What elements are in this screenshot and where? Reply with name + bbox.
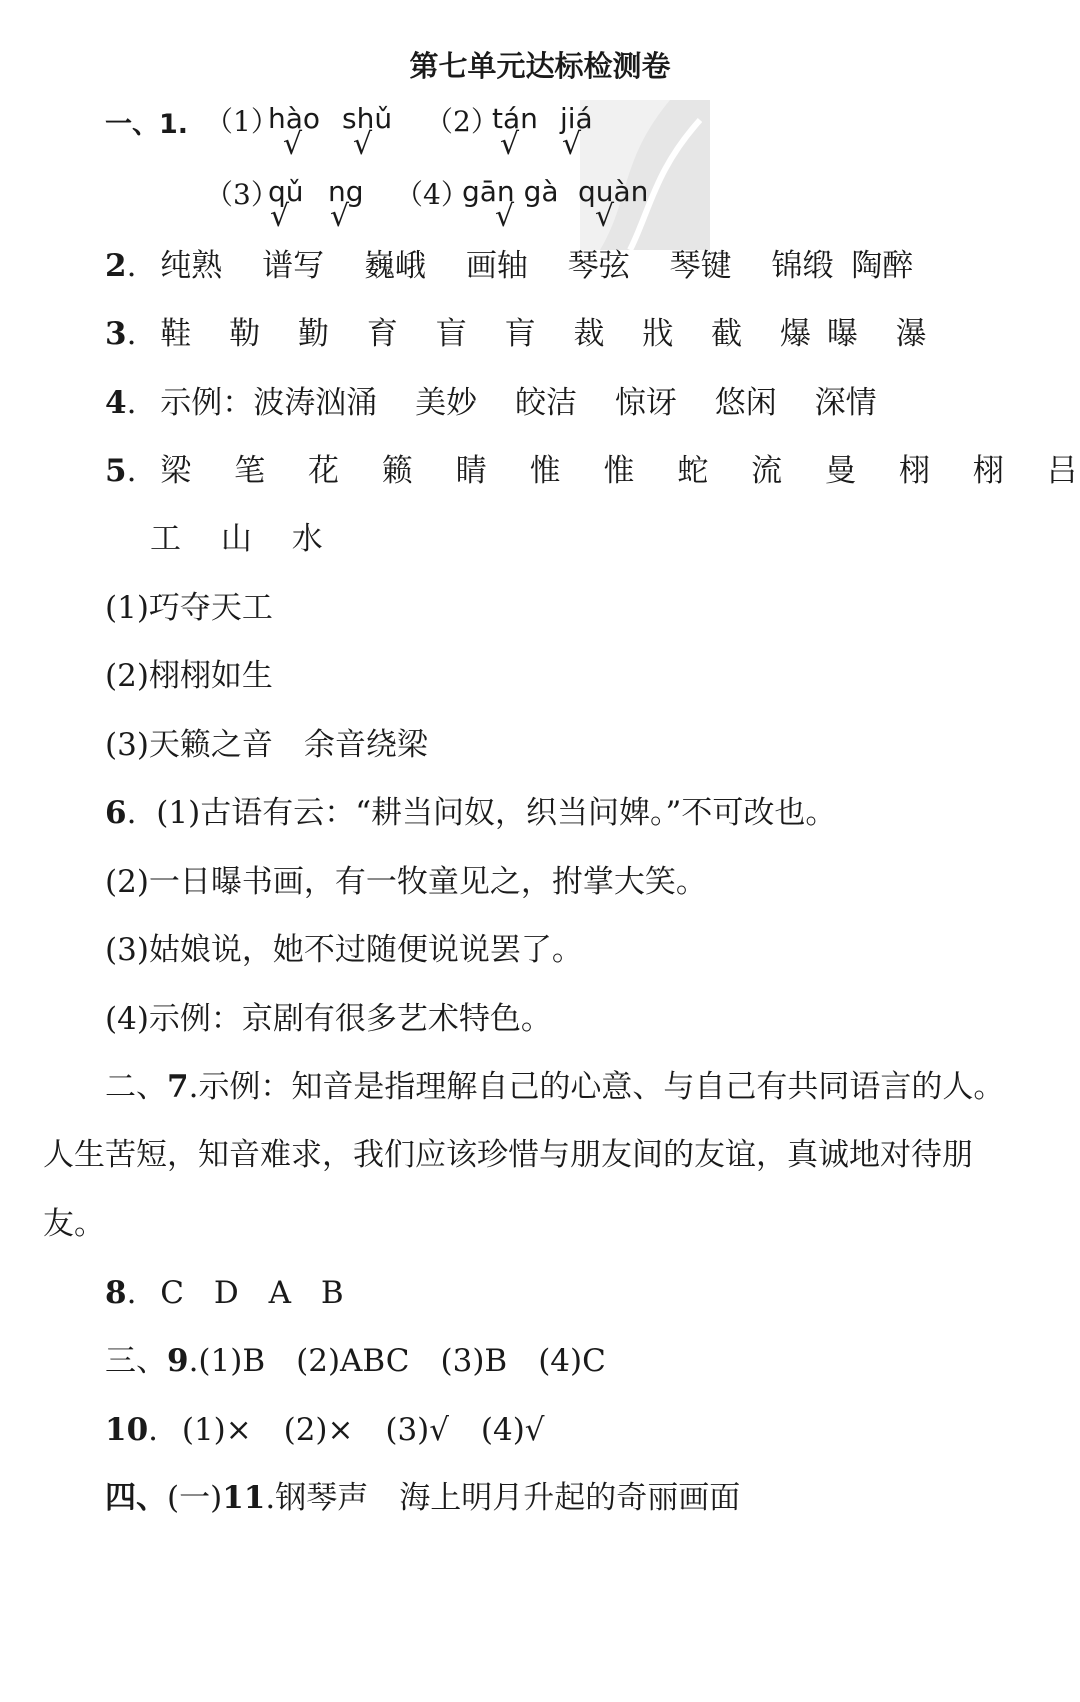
pinyin-ng: ng [328, 175, 364, 208]
char: 蛇 [677, 453, 709, 489]
char: 吕 [1046, 453, 1078, 489]
q7-number: 7 [167, 1069, 189, 1105]
pinyin-ganga: gān gà [462, 175, 559, 208]
answer: A [268, 1275, 291, 1311]
answer: (2)× [283, 1412, 354, 1448]
char: 育 [366, 316, 398, 352]
word: 皎洁 [515, 385, 578, 421]
q6-answer-3: (3)姑娘说，她不过随便说说罢了。 [105, 932, 583, 968]
word: 谱写 [262, 248, 325, 284]
word: 纯熟 [160, 248, 223, 284]
char: 睛 [455, 453, 487, 489]
q6-number: 6 [105, 795, 127, 831]
char: 截 [711, 316, 743, 352]
check-mark: √ [562, 127, 582, 162]
char: 山 [220, 521, 252, 557]
answer: (3)√ [385, 1412, 450, 1448]
q7-text-2: 人生苦短，知音难求，我们应该珍惜与朋友间的友谊，真诚地对待朋 [43, 1137, 973, 1173]
q1-part-3: （3） [205, 178, 279, 211]
pinyin-hao: hào [268, 102, 321, 135]
check-mark: √ [495, 199, 515, 234]
answer: B [320, 1275, 344, 1311]
char: 曝 [826, 316, 858, 352]
q8-line: 8. C D A B [105, 1275, 344, 1311]
q2-line: 2. 纯熟 谱写 巍峨 画轴 琴弦 琴键 锦缎 陶醉 [105, 248, 914, 284]
answer: (1)× [181, 1412, 252, 1448]
q4-number: 4 [105, 385, 127, 421]
example-prefix: 示例： [160, 385, 254, 421]
q1-part-2: （2） [425, 105, 499, 138]
check-mark: √ [283, 127, 303, 162]
char: 瀑 [895, 316, 927, 352]
check-mark: √ [270, 199, 290, 234]
page-title: 第七单元达标检测卷 [409, 49, 671, 83]
q1-label: 一、1. [105, 109, 189, 140]
word: 巍峨 [364, 248, 427, 284]
q10-number: 10 [105, 1412, 149, 1448]
q5-line-2 [150, 521, 323, 558]
word: 陶醉 [851, 248, 914, 284]
answer: C [160, 1275, 185, 1311]
q11-number: 11 [222, 1480, 266, 1516]
q6-line-1: 6. (1)古语有云：“耕当问奴，织当问婢。”不可改也。 [105, 795, 837, 831]
q1-part-1: （1） [205, 105, 279, 138]
word: 美妙 [415, 385, 478, 421]
word: 悠闲 [714, 385, 777, 421]
q1-part-4: （4） [395, 178, 469, 211]
q11-line [105, 1480, 740, 1517]
char: 惟 [529, 453, 561, 489]
char: 勒 [229, 316, 261, 352]
check-mark: √ [595, 199, 615, 234]
q4-line: 4. 示例：波涛汹涌 美妙 皎洁 惊讶 悠闲 深情 [105, 385, 877, 421]
check-mark: √ [500, 127, 520, 162]
pinyin-quan: quàn [578, 175, 649, 208]
char: 梁 [160, 453, 192, 489]
char: 裁 [573, 316, 605, 352]
char: 曼 [825, 453, 857, 489]
word: 琴键 [669, 248, 732, 284]
q7-text-3: 友。 [43, 1206, 105, 1242]
q5-number: 5 [105, 453, 127, 489]
char: 笔 [234, 453, 266, 489]
word: 琴弦 [567, 248, 630, 284]
char: 籁 [381, 453, 413, 489]
q3-line: 3. 鞋 勒 勤 育 盲 肓 裁 戕 截 爆 曝 瀑 [105, 316, 927, 352]
q7-line-1: 二、7.示例：知音是指理解自己的心意、与自己有共同语言的人。 [105, 1069, 1005, 1105]
char: 水 [291, 521, 323, 557]
section-prefix: 二、 [105, 1069, 167, 1105]
char: 惟 [603, 453, 635, 489]
q5-answer-3: (3)天籁之音 余音绕梁 [105, 727, 428, 763]
q9-text: .(1)B (2)ABC (3)B (4)C [188, 1343, 606, 1379]
pinyin-tan: tán [492, 102, 538, 135]
word: 惊讶 [614, 385, 677, 421]
char: 流 [751, 453, 783, 489]
char: 戕 [642, 316, 674, 352]
check-mark: √ [353, 127, 373, 162]
word: 深情 [814, 385, 877, 421]
char: 工 [150, 521, 181, 557]
word: 波涛汹涌 [253, 385, 378, 421]
q11-text: .钢琴声 海上明月升起的奇丽画面 [265, 1480, 741, 1516]
section-prefix: 四、 [105, 1480, 167, 1516]
q2-number: 2 [105, 248, 127, 284]
pinyin-qu: qǔ [268, 175, 304, 208]
q9-number: 9 [167, 1343, 189, 1379]
part-label: (一) [167, 1480, 223, 1516]
q5-line: 5. 梁 笔 花 籁 睛 惟 惟 蛇 流 曼 栩 栩 吕 [105, 453, 1078, 489]
q6-answer-1: (1)古语有云：“耕当问奴，织当问婢。”不可改也。 [156, 795, 837, 831]
char: 爆 [780, 316, 812, 352]
answer: D [213, 1275, 239, 1311]
char: 勤 [298, 316, 330, 352]
char: 鞋 [160, 316, 192, 352]
q10-line: 10. (1)× (2)× (3)√ (4)√ [105, 1412, 545, 1448]
q8-number: 8 [105, 1275, 127, 1311]
pinyin-shu: shǔ [342, 102, 393, 135]
answer: (4)√ [480, 1412, 545, 1448]
section-prefix: 三、 [105, 1343, 167, 1379]
word: 锦缎 [771, 248, 834, 284]
q5-answer-1: (1)巧夺天工 [105, 590, 273, 626]
q6-answer-4: (4)示例：京剧有很多艺术特色。 [105, 1001, 552, 1037]
char: 盲 [435, 316, 467, 352]
char: 栩 [898, 453, 930, 489]
char: 花 [308, 453, 340, 489]
q5-answer-2: (2)栩栩如生 [105, 658, 273, 694]
q6-answer-2: (2)一日曝书画，有一牧童见之，拊掌大笑。 [105, 864, 707, 900]
pinyin-jia: jiá [560, 102, 593, 135]
char: 栩 [972, 453, 1004, 489]
check-mark: √ [330, 199, 350, 234]
char: 肓 [504, 316, 536, 352]
word: 画轴 [465, 248, 528, 284]
q3-number: 3 [105, 316, 127, 352]
q9-line [105, 1343, 606, 1380]
q7-text-1: 示例：知音是指理解自己的心意、与自己有共同语言的人。 [198, 1069, 1005, 1105]
